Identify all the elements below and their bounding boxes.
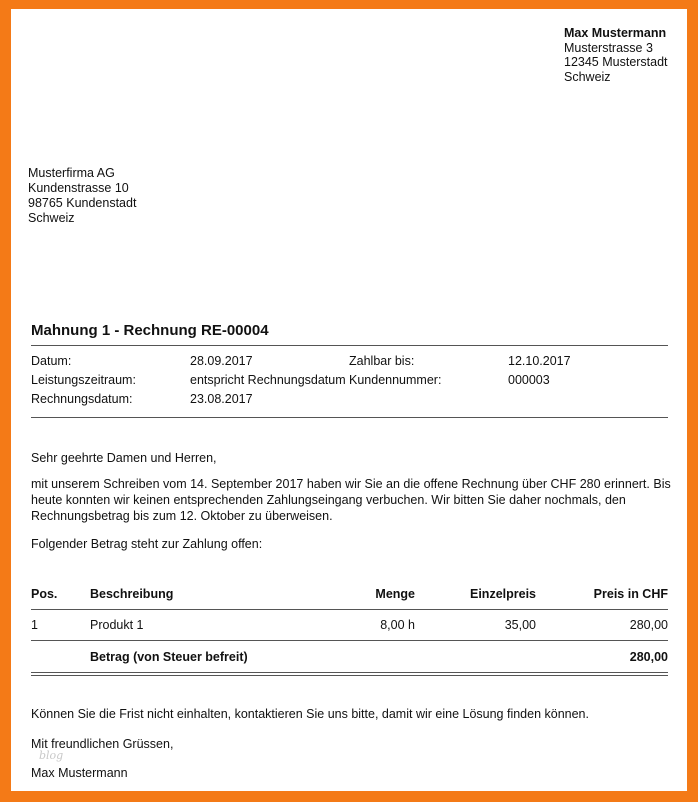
meta-label: Datum: [31,354,72,368]
meta-label: Rechnungsdatum: [31,392,133,406]
sender-city: 12345 Musterstadt [564,55,668,69]
sender-country: Schweiz [564,69,611,84]
cell-price: 280,00 [629,618,668,632]
meta-row [31,373,668,392]
divider [31,640,668,641]
meta-value: 12.10.2017 [508,354,571,368]
meta-label: Zahlbar bis: [349,354,415,368]
divider [31,345,668,346]
sender-street: Musterstrasse 3 [564,40,653,55]
recipient-street: Kundenstrasse 10 [28,181,129,195]
sender-name: Max Mustermann [564,26,667,40]
col-header-quantity: Menge [375,587,415,601]
greeting: Mit freundlichen Grüssen, [31,737,174,751]
cell-unit-price: 35,00 [504,618,536,632]
meta-label: Leistungszeitraum: [31,373,136,387]
total-value: 280,00 [629,650,668,664]
recipient-country: Schweiz [28,211,75,225]
recipient-address [28,166,136,226]
body-paragraph: mit unserem Schreiben vom 14. September 2017 haben wir Sie an die offene Rechnung über CHF 280 erinnert. Bis heute konnten wir keinen entsprechenden Zahlungseingang verbuchen. Wir bitten Sie daher nochmals, den Rechnungsbetrag bis zum 12. Oktober zu überweisen. [31,477,671,523]
cell-pos: 1 [31,618,38,632]
meta-value: entspricht Rechnungsdatum [190,373,346,387]
salutation: Sehr geehrte Damen und Herren, [31,451,217,465]
signature-watermark: blog [39,749,64,762]
recipient-city: 98765 Kundenstadt [28,196,137,210]
meta-value: 000003 [508,373,550,387]
total-label: Betrag (von Steuer befreit) [90,650,248,664]
letter-page [11,9,687,791]
col-header-price: Preis in CHF [593,587,668,601]
meta-value: 23.08.2017 [190,392,253,406]
invoice-table [31,579,668,679]
cell-quantity: 8,00 h [380,618,415,632]
divider [31,672,668,673]
document-title: Mahnung 1 - Rechnung RE-00004 [31,322,269,339]
meta-label: Kundennummer: [349,373,442,387]
col-header-unit-price: Einzelpreis [470,587,536,601]
sender-address [564,26,668,84]
col-header-pos: Pos. [31,587,58,601]
invoice-meta [31,354,668,411]
meta-row [31,392,668,411]
divider [31,417,668,418]
amount-intro: Folgender Betrag steht zur Zahlung offen: [31,537,263,551]
meta-row [31,354,668,373]
divider [31,675,668,676]
recipient-company: Musterfirma AG [28,166,115,180]
closing-note: Können Sie die Frist nicht einhalten, kontaktieren Sie uns bitte, damit wir eine Lösung finden können. [31,707,589,721]
signoff-name: Max Mustermann [31,766,128,780]
divider [31,609,668,610]
meta-value: 28.09.2017 [190,354,253,368]
col-header-description: Beschreibung [90,587,174,601]
cell-description: Produkt 1 [90,618,144,632]
